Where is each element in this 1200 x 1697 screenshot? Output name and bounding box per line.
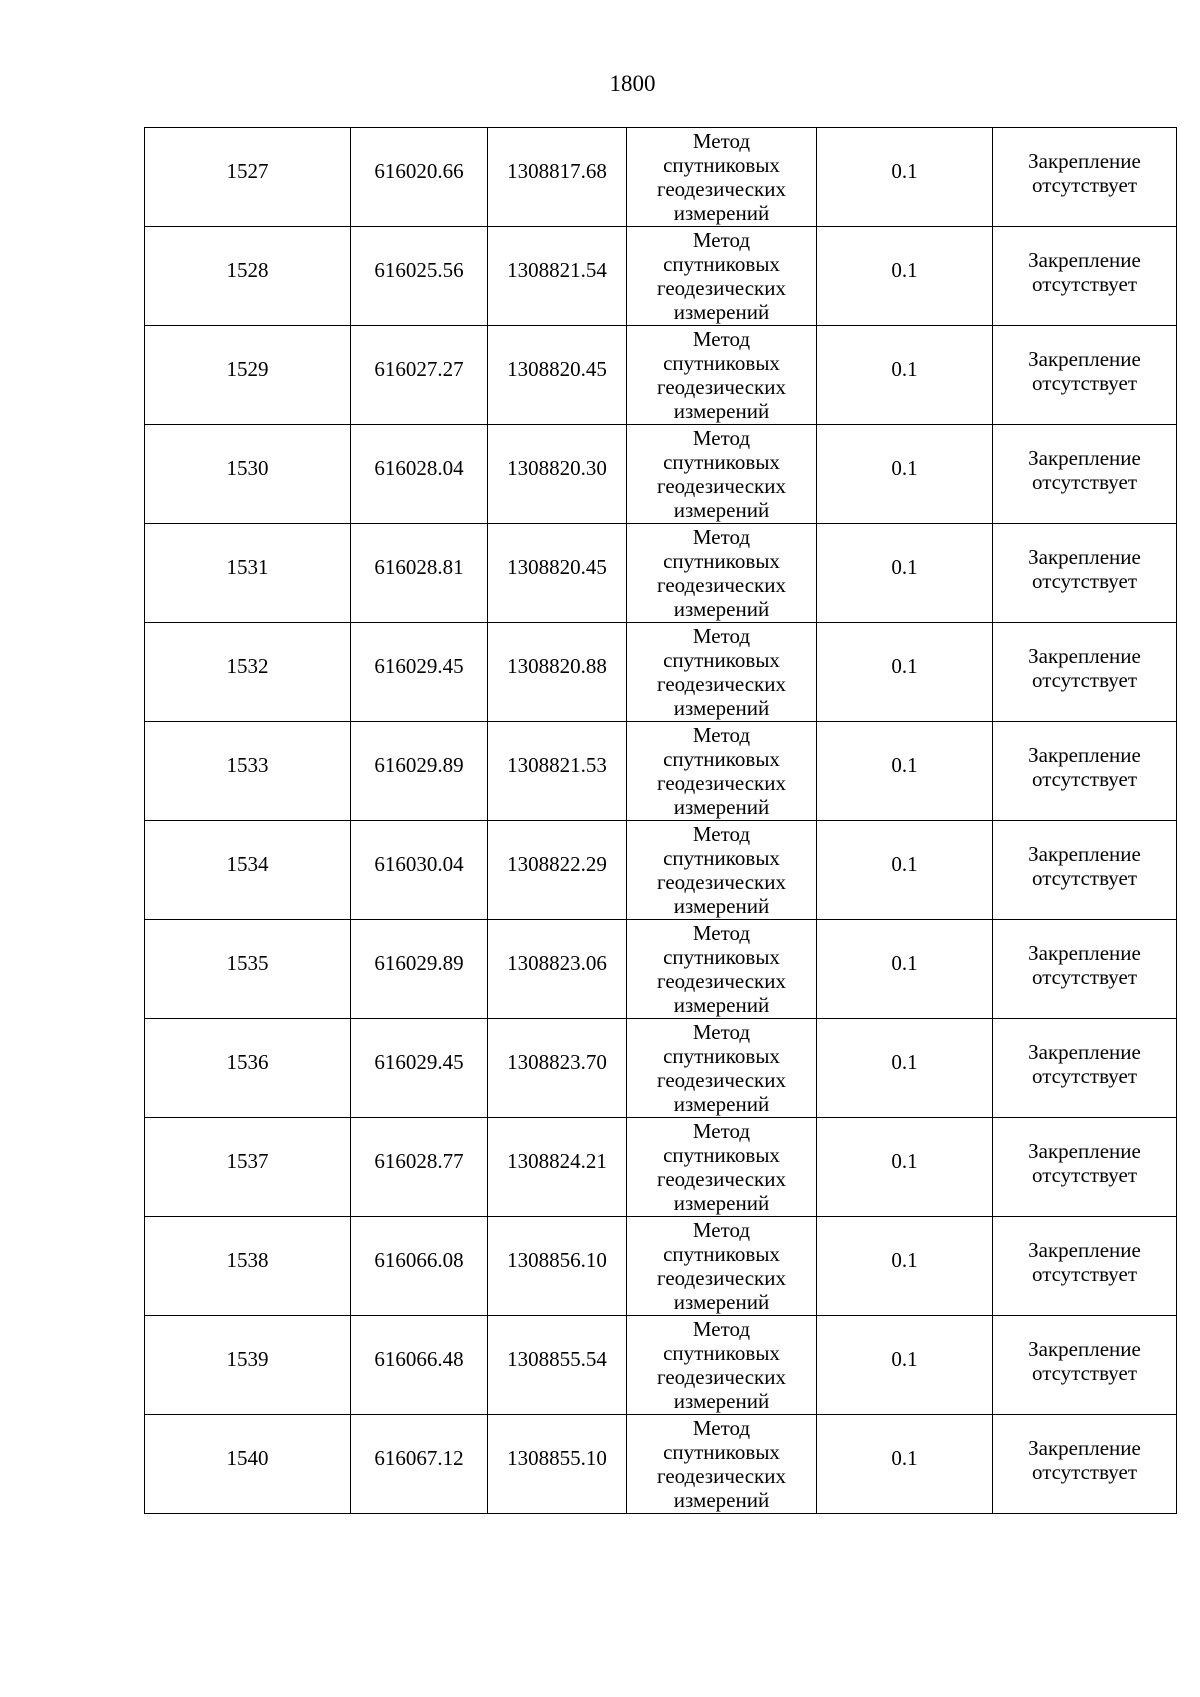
fixing-cell-line: Закрепление — [1028, 347, 1141, 371]
coordinate-y-cell — [488, 722, 627, 821]
fixing-cell — [993, 1415, 1177, 1514]
method-cell-line: спутниковых — [663, 549, 780, 573]
fixing-cell-line: Закрепление — [1028, 941, 1141, 965]
method-cell-line: измерений — [673, 696, 770, 720]
method-cell-line: измерений — [673, 597, 770, 621]
point-number-cell — [145, 425, 351, 524]
method-cell — [627, 326, 817, 425]
point-number-cell — [145, 326, 351, 425]
method-cell-line: геодезических — [656, 1464, 786, 1488]
accuracy-cell — [817, 425, 993, 524]
method-cell-line: Метод — [692, 327, 751, 351]
coordinate-y-cell-value: 1308824.21 — [507, 1149, 607, 1173]
coordinate-x-cell — [351, 821, 488, 920]
coordinate-y-cell-value: 1308817.68 — [507, 159, 607, 183]
coordinate-x-cell-value: 616067.12 — [374, 1446, 464, 1470]
method-cell-text — [627, 822, 816, 918]
point-number-cell — [145, 623, 351, 722]
point-number-cell-value: 1531 — [226, 555, 269, 579]
method-cell-text — [627, 1317, 816, 1413]
coordinate-x-cell — [351, 425, 488, 524]
method-cell — [627, 1316, 817, 1415]
fixing-cell-line: отсутствует — [1031, 965, 1138, 989]
coordinate-x-cell — [351, 920, 488, 1019]
accuracy-cell — [817, 623, 993, 722]
accuracy-cell — [817, 227, 993, 326]
accuracy-cell — [817, 524, 993, 623]
method-cell — [627, 1118, 817, 1217]
method-cell — [627, 920, 817, 1019]
table-row — [145, 623, 1177, 722]
coordinate-y-cell — [488, 425, 627, 524]
coordinate-x-cell — [351, 227, 488, 326]
table-row — [145, 920, 1177, 1019]
accuracy-cell-value: 0.1 — [891, 456, 918, 480]
table-row — [145, 1217, 1177, 1316]
coordinates-table — [144, 127, 1177, 1514]
point-number-cell — [145, 1217, 351, 1316]
accuracy-cell-value: 0.1 — [891, 1248, 918, 1272]
coordinate-y-cell-value: 1308855.54 — [507, 1347, 607, 1371]
coordinate-x-cell — [351, 722, 488, 821]
method-cell-line: измерений — [673, 993, 770, 1017]
method-cell-line: спутниковых — [663, 1143, 780, 1167]
method-cell-line: Метод — [692, 1119, 751, 1143]
fixing-cell — [993, 227, 1177, 326]
coordinate-x-cell-value: 616029.89 — [374, 753, 464, 777]
fixing-cell-line: Закрепление — [1028, 248, 1141, 272]
accuracy-cell-value: 0.1 — [891, 1050, 918, 1074]
method-cell-line: геодезических — [656, 672, 786, 696]
accuracy-cell-value: 0.1 — [891, 1446, 918, 1470]
point-number-cell — [145, 128, 351, 227]
point-number-cell-value: 1528 — [226, 258, 269, 282]
method-cell-line: спутниковых — [663, 648, 780, 672]
fixing-cell-line: Закрепление — [1028, 446, 1141, 470]
coordinate-y-cell-value: 1308820.88 — [507, 654, 607, 678]
point-number-cell-value: 1539 — [226, 1347, 269, 1371]
point-number-cell-value: 1529 — [226, 357, 269, 381]
method-cell — [627, 623, 817, 722]
method-cell-line: геодезических — [656, 375, 786, 399]
coordinate-y-cell — [488, 1316, 627, 1415]
coordinate-x-cell — [351, 1019, 488, 1118]
coordinate-x-cell-value: 616020.66 — [374, 159, 464, 183]
method-cell — [627, 1019, 817, 1118]
method-cell-line: измерений — [673, 1191, 770, 1215]
point-number-cell — [145, 1316, 351, 1415]
coordinate-y-cell-value: 1308821.54 — [507, 258, 607, 282]
table-row — [145, 1019, 1177, 1118]
method-cell-line: геодезических — [656, 870, 786, 894]
method-cell-line: измерений — [673, 1290, 770, 1314]
method-cell-line: измерений — [673, 201, 770, 225]
point-number-cell-value: 1527 — [226, 159, 269, 183]
method-cell-line: измерений — [673, 498, 770, 522]
method-cell-line: Метод — [692, 1218, 751, 1242]
method-cell-line: измерений — [673, 399, 770, 423]
point-number-cell — [145, 1118, 351, 1217]
fixing-cell-text — [993, 1040, 1176, 1088]
fixing-cell-line: отсутствует — [1031, 1163, 1138, 1187]
method-cell-text — [627, 525, 816, 621]
method-cell-line: Метод — [692, 723, 751, 747]
accuracy-cell — [817, 1415, 993, 1514]
fixing-cell-line: отсутствует — [1031, 569, 1138, 593]
coordinate-y-cell — [488, 227, 627, 326]
coordinate-x-cell-value: 616066.48 — [374, 1347, 464, 1371]
method-cell-line: спутниковых — [663, 945, 780, 969]
method-cell-line: измерений — [673, 795, 770, 819]
coordinate-x-cell — [351, 1118, 488, 1217]
method-cell-line: геодезических — [656, 771, 786, 795]
point-number-cell-value: 1532 — [226, 654, 269, 678]
table-row — [145, 326, 1177, 425]
coordinate-x-cell-value: 616030.04 — [374, 852, 464, 876]
method-cell-line: спутниковых — [663, 252, 780, 276]
accuracy-cell-value: 0.1 — [891, 852, 918, 876]
method-cell-line: спутниковых — [663, 351, 780, 375]
fixing-cell — [993, 1217, 1177, 1316]
accuracy-cell — [817, 1118, 993, 1217]
coordinate-x-cell-value: 616029.45 — [374, 654, 464, 678]
fixing-cell-text — [993, 248, 1176, 296]
accuracy-cell-value: 0.1 — [891, 555, 918, 579]
coordinate-x-cell — [351, 1217, 488, 1316]
table-row — [145, 821, 1177, 920]
method-cell — [627, 1415, 817, 1514]
fixing-cell-line: Закрепление — [1028, 149, 1141, 173]
method-cell-line: Метод — [692, 1416, 751, 1440]
point-number-cell-value: 1533 — [226, 753, 269, 777]
coordinate-y-cell — [488, 326, 627, 425]
method-cell-line: измерений — [673, 1488, 770, 1512]
coordinate-x-cell-value: 616028.77 — [374, 1149, 464, 1173]
method-cell-line: геодезических — [656, 1266, 786, 1290]
method-cell-line: геодезических — [656, 1365, 786, 1389]
accuracy-cell-value: 0.1 — [891, 951, 918, 975]
coordinate-y-cell-value: 1308820.45 — [507, 357, 607, 381]
method-cell — [627, 128, 817, 227]
fixing-cell-text — [993, 1436, 1176, 1484]
point-number-cell — [145, 821, 351, 920]
method-cell-line: измерений — [673, 300, 770, 324]
table-row — [145, 128, 1177, 227]
coordinate-y-cell — [488, 623, 627, 722]
fixing-cell-line: отсутствует — [1031, 1361, 1138, 1385]
accuracy-cell — [817, 1217, 993, 1316]
table-row — [145, 227, 1177, 326]
fixing-cell — [993, 326, 1177, 425]
point-number-cell — [145, 227, 351, 326]
method-cell-line: спутниковых — [663, 846, 780, 870]
point-number-cell-value: 1538 — [226, 1248, 269, 1272]
table-row — [145, 1118, 1177, 1217]
accuracy-cell-value: 0.1 — [891, 258, 918, 282]
coordinate-y-cell-value: 1308855.10 — [507, 1446, 607, 1470]
accuracy-cell — [817, 128, 993, 227]
method-cell-line: Метод — [692, 525, 751, 549]
method-cell-line: Метод — [692, 426, 751, 450]
accuracy-cell-value: 0.1 — [891, 357, 918, 381]
coordinate-y-cell — [488, 1415, 627, 1514]
coordinate-x-cell — [351, 128, 488, 227]
coordinate-x-cell-value: 616025.56 — [374, 258, 464, 282]
method-cell-text — [627, 1416, 816, 1512]
coordinate-y-cell — [488, 524, 627, 623]
method-cell-line: измерений — [673, 1092, 770, 1116]
fixing-cell-line: Закрепление — [1028, 644, 1141, 668]
accuracy-cell-value: 0.1 — [891, 159, 918, 183]
fixing-cell-line: отсутствует — [1031, 272, 1138, 296]
coordinate-x-cell-value: 616029.89 — [374, 951, 464, 975]
accuracy-cell-value: 0.1 — [891, 1149, 918, 1173]
fixing-cell-line: отсутствует — [1031, 470, 1138, 494]
method-cell-line: спутниковых — [663, 1044, 780, 1068]
method-cell-line: геодезических — [656, 276, 786, 300]
method-cell-line: спутниковых — [663, 747, 780, 771]
fixing-cell-line: отсутствует — [1031, 173, 1138, 197]
method-cell-line: геодезических — [656, 573, 786, 597]
coordinate-y-cell-value: 1308821.53 — [507, 753, 607, 777]
point-number-cell-value: 1530 — [226, 456, 269, 480]
page-number: 1800 — [609, 71, 656, 96]
coordinate-x-cell — [351, 326, 488, 425]
fixing-cell-text — [993, 149, 1176, 197]
fixing-cell-line: Закрепление — [1028, 1337, 1141, 1361]
point-number-cell — [145, 920, 351, 1019]
fixing-cell-line: Закрепление — [1028, 1139, 1141, 1163]
coordinate-x-cell — [351, 1316, 488, 1415]
table-row — [145, 425, 1177, 524]
point-number-cell-value: 1537 — [226, 1149, 269, 1173]
point-number-cell — [145, 1019, 351, 1118]
fixing-cell-text — [993, 743, 1176, 791]
point-number-cell — [145, 722, 351, 821]
table-row — [145, 1415, 1177, 1514]
method-cell — [627, 425, 817, 524]
fixing-cell-text — [993, 842, 1176, 890]
coordinate-y-cell — [488, 1217, 627, 1316]
table-row — [145, 1316, 1177, 1415]
method-cell-line: геодезических — [656, 1167, 786, 1191]
fixing-cell — [993, 128, 1177, 227]
fixing-cell-line: Закрепление — [1028, 545, 1141, 569]
fixing-cell-text — [993, 446, 1176, 494]
fixing-cell — [993, 524, 1177, 623]
method-cell-line: Метод — [692, 1317, 751, 1341]
coordinate-x-cell-value: 616029.45 — [374, 1050, 464, 1074]
coordinate-y-cell — [488, 1019, 627, 1118]
fixing-cell-line: отсутствует — [1031, 1064, 1138, 1088]
accuracy-cell — [817, 821, 993, 920]
fixing-cell — [993, 425, 1177, 524]
method-cell — [627, 227, 817, 326]
fixing-cell-line: Закрепление — [1028, 842, 1141, 866]
accuracy-cell — [817, 1316, 993, 1415]
table-row — [145, 524, 1177, 623]
method-cell-line: Метод — [692, 921, 751, 945]
coordinate-x-cell-value: 616028.81 — [374, 555, 464, 579]
method-cell-line: измерений — [673, 894, 770, 918]
coordinate-x-cell — [351, 1415, 488, 1514]
method-cell — [627, 524, 817, 623]
fixing-cell — [993, 722, 1177, 821]
method-cell-text — [627, 921, 816, 1017]
point-number-cell — [145, 524, 351, 623]
method-cell-line: измерений — [673, 1389, 770, 1413]
method-cell-text — [627, 129, 816, 225]
fixing-cell-line: Закрепление — [1028, 1040, 1141, 1064]
method-cell-line: спутниковых — [663, 450, 780, 474]
fixing-cell — [993, 821, 1177, 920]
fixing-cell-line: отсутствует — [1031, 866, 1138, 890]
fixing-cell-text — [993, 1139, 1176, 1187]
coordinate-x-cell-value: 616066.08 — [374, 1248, 464, 1272]
fixing-cell-line: Закрепление — [1028, 743, 1141, 767]
accuracy-cell — [817, 920, 993, 1019]
fixing-cell-text — [993, 1337, 1176, 1385]
fixing-cell-line: Закрепление — [1028, 1436, 1141, 1460]
point-number-cell — [145, 1415, 351, 1514]
fixing-cell-line: отсутствует — [1031, 668, 1138, 692]
method-cell — [627, 821, 817, 920]
method-cell-text — [627, 1119, 816, 1215]
fixing-cell-text — [993, 545, 1176, 593]
accuracy-cell-value: 0.1 — [891, 753, 918, 777]
method-cell — [627, 722, 817, 821]
coordinate-x-cell — [351, 524, 488, 623]
fixing-cell — [993, 920, 1177, 1019]
coordinate-y-cell-value: 1308823.06 — [507, 951, 607, 975]
fixing-cell — [993, 1316, 1177, 1415]
method-cell-text — [627, 624, 816, 720]
coordinate-y-cell-value: 1308823.70 — [507, 1050, 607, 1074]
fixing-cell-line: отсутствует — [1031, 767, 1138, 791]
method-cell-line: Метод — [692, 822, 751, 846]
point-number-cell-value: 1534 — [226, 852, 269, 876]
method-cell-line: геодезических — [656, 474, 786, 498]
method-cell-line: Метод — [692, 129, 751, 153]
method-cell-text — [627, 723, 816, 819]
method-cell — [627, 1217, 817, 1316]
method-cell-text — [627, 228, 816, 324]
method-cell-line: спутниковых — [663, 153, 780, 177]
method-cell-text — [627, 1218, 816, 1314]
coordinate-y-cell — [488, 821, 627, 920]
method-cell-line: Метод — [692, 228, 751, 252]
point-number-cell-value: 1540 — [226, 1446, 269, 1470]
fixing-cell-text — [993, 941, 1176, 989]
coordinate-y-cell-value: 1308820.30 — [507, 456, 607, 480]
coordinate-x-cell-value: 616028.04 — [374, 456, 464, 480]
coordinate-y-cell-value: 1308856.10 — [507, 1248, 607, 1272]
method-cell-text — [627, 327, 816, 423]
method-cell-line: спутниковых — [663, 1242, 780, 1266]
point-number-cell-value: 1536 — [226, 1050, 269, 1074]
coordinate-y-cell — [488, 1118, 627, 1217]
fixing-cell-line: Закрепление — [1028, 1238, 1141, 1262]
accuracy-cell-value: 0.1 — [891, 654, 918, 678]
fixing-cell-text — [993, 347, 1176, 395]
fixing-cell — [993, 1118, 1177, 1217]
coordinate-y-cell — [488, 128, 627, 227]
fixing-cell-text — [993, 644, 1176, 692]
method-cell-text — [627, 426, 816, 522]
coordinate-y-cell — [488, 920, 627, 1019]
method-cell-line: геодезических — [656, 177, 786, 201]
method-cell-line: Метод — [692, 1020, 751, 1044]
fixing-cell — [993, 1019, 1177, 1118]
method-cell-line: геодезических — [656, 1068, 786, 1092]
accuracy-cell-value: 0.1 — [891, 1347, 918, 1371]
fixing-cell-text — [993, 1238, 1176, 1286]
method-cell-line: геодезических — [656, 969, 786, 993]
coordinate-x-cell-value: 616027.27 — [374, 357, 464, 381]
coordinates-table-body — [145, 128, 1177, 1514]
fixing-cell-line: отсутствует — [1031, 371, 1138, 395]
accuracy-cell — [817, 1019, 993, 1118]
method-cell-line: спутниковых — [663, 1440, 780, 1464]
point-number-cell-value: 1535 — [226, 951, 269, 975]
method-cell-line: спутниковых — [663, 1341, 780, 1365]
accuracy-cell — [817, 326, 993, 425]
fixing-cell-line: отсутствует — [1031, 1460, 1138, 1484]
method-cell-line: Метод — [692, 624, 751, 648]
coordinate-y-cell-value: 1308820.45 — [507, 555, 607, 579]
fixing-cell — [993, 623, 1177, 722]
fixing-cell-line: отсутствует — [1031, 1262, 1138, 1286]
coordinate-x-cell — [351, 623, 488, 722]
accuracy-cell — [817, 722, 993, 821]
method-cell-text — [627, 1020, 816, 1116]
table-row — [145, 722, 1177, 821]
coordinate-y-cell-value: 1308822.29 — [507, 852, 607, 876]
